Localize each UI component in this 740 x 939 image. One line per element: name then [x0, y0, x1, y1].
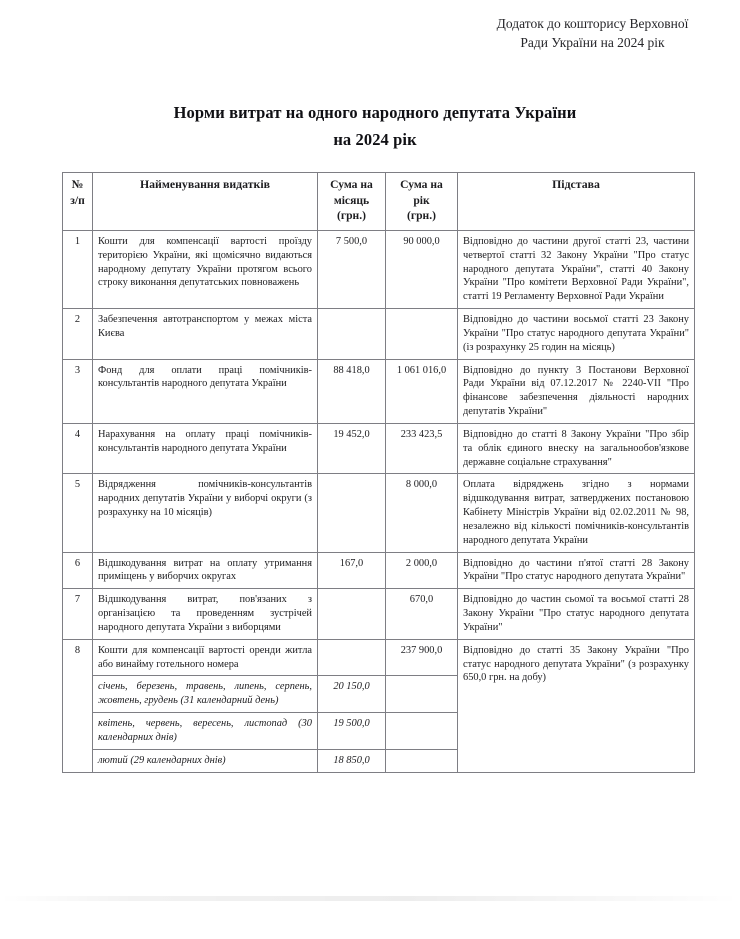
row-monthly-amount: [318, 589, 386, 639]
row-basis: Відповідно до статті 8 Закону України "Про збір та облік єдиного внеску на загальнообов'язкове державне соціальне страхування": [458, 423, 695, 473]
sub-row-monthly-amount: 20 150,0: [318, 676, 386, 713]
row-monthly-amount: 19 452,0: [318, 423, 386, 473]
row-monthly-amount: [318, 309, 386, 359]
row-expense-name: Фонд для оплати праці помічників-консультантів народного депутата України: [93, 359, 318, 423]
page-title: [60, 100, 690, 153]
row-number: 7: [63, 589, 93, 639]
document-header: [455, 14, 730, 52]
sub-row-period-label: січень, березень, травень, липень, серпень, жовтень, грудень (31 календарний день): [93, 676, 318, 713]
sub-row-monthly-amount: 19 500,0: [318, 713, 386, 750]
row-yearly-amount: 1 061 016,0: [386, 359, 458, 423]
scan-edge-shadow: [0, 896, 740, 901]
table-row: [63, 639, 695, 676]
row-basis: Відповідно до частини другої статті 23, частини четвертої статті 32 Закону України "Про статус народного депутата України", статті 40 Закону України "Про комітети Верховної Ради України", статті 19 Регламенту Верховної Ради України: [458, 231, 695, 309]
row-expense-name: Відшкодування витрат, пов'язаних з організацією та проведенням зустрічей народного депутата України з виборцями: [93, 589, 318, 639]
row-expense-name: Забезпечення автотранспортом у межах міста Києва: [93, 309, 318, 359]
table-row: [63, 552, 695, 589]
row-monthly-amount: 167,0: [318, 552, 386, 589]
row-basis: Відповідно до частин сьомої та восьмої статті 28 Закону України "Про статус народного депутата України": [458, 589, 695, 639]
row-monthly-amount: [318, 639, 386, 676]
header-line-2: Ради України на 2024 рік: [520, 35, 665, 51]
row-number: 5: [63, 474, 93, 552]
column-header-yearly-line-1: Сума на: [400, 178, 443, 191]
column-header-yearly-line-2: рік: [413, 193, 430, 207]
column-header-yearly-amount: [386, 173, 458, 231]
sub-row-period-label: лютий (29 календарних днів): [93, 749, 318, 772]
sub-row-yearly-amount: [386, 713, 458, 750]
table-row: [63, 423, 695, 473]
row-yearly-amount: 90 000,0: [386, 231, 458, 309]
table-header: [63, 173, 695, 231]
table-row: [63, 309, 695, 359]
row-monthly-amount: 7 500,0: [318, 231, 386, 309]
norms-table-container: [62, 172, 694, 773]
column-header-monthly-line-1: Сума на: [330, 178, 373, 191]
row-yearly-amount: 233 423,5: [386, 423, 458, 473]
row-number: 4: [63, 423, 93, 473]
column-header-monthly-line-3: (грн.): [336, 209, 366, 223]
norms-table: [62, 172, 695, 773]
row-yearly-amount: 8 000,0: [386, 474, 458, 552]
row-basis: Відповідно до частини восьмої статті 23 Закону України "Про статус народного депутата України" (із розрахунку 25 годин на місяць): [458, 309, 695, 359]
row-basis: Відповідно до частини п'ятої статті 28 Закону України "Про статус народного депутата України": [458, 552, 695, 589]
column-header-number-line-2: з/п: [70, 193, 85, 207]
row-number: 8: [63, 639, 93, 772]
column-header-monthly-line-2: місяць: [333, 193, 370, 207]
column-header-yearly-line-3: (грн.): [406, 209, 436, 223]
row-number: 3: [63, 359, 93, 423]
sub-row-monthly-amount: 18 850,0: [318, 749, 386, 772]
row-basis: Відповідно до пункту 3 Постанови Верховної Ради України від 07.12.2017 № 2240-VII "Про фінансове забезпечення діяльності народних депутатів України": [458, 359, 695, 423]
row-expense-name: Нарахування на оплату праці помічників-консультантів народного депутата України: [93, 423, 318, 473]
row-yearly-amount: 237 900,0: [386, 639, 458, 676]
row-yearly-amount: [386, 309, 458, 359]
column-header-expense-name: Найменування видатків: [93, 173, 318, 231]
header-line-1: Додаток до кошторису Верховної: [496, 16, 689, 31]
row-monthly-amount: [318, 474, 386, 552]
sub-row-yearly-amount: [386, 676, 458, 713]
row-expense-name: Кошти для компенсації вартості проїзду територією України, які щомісячно видаються народному депутату України протягом всього строку виконання депутатських повноважень: [93, 231, 318, 309]
page-title-line-2: на 2024 рік: [333, 129, 417, 149]
row-expense-name: Відшкодування витрат на оплату утримання приміщень у виборчих округах: [93, 552, 318, 589]
column-header-number-line-1: №: [71, 178, 84, 191]
row-expense-name: Відрядження помічників-консультантів народних депутатів України у виборчі округи (з розрахунку на 10 місяців): [93, 474, 318, 552]
table-header-row: [63, 173, 695, 231]
table-row: [63, 589, 695, 639]
sub-row-yearly-amount: [386, 749, 458, 772]
column-header-basis: Підстава: [458, 173, 695, 231]
row-number: 6: [63, 552, 93, 589]
row-yearly-amount: 2 000,0: [386, 552, 458, 589]
row-yearly-amount: 670,0: [386, 589, 458, 639]
row-expense-name: Кошти для компенсації вартості оренди житла або винайму готельного номера: [93, 639, 318, 676]
row-basis: Оплата відряджень згідно з нормами відшкодування витрат, затверджених постановою Кабінету Міністрів України від 02.02.2011 № 98, незалежно від кількості помічників-консультантів народного депутата України: [458, 474, 695, 552]
table-row: [63, 359, 695, 423]
table-row: [63, 474, 695, 552]
column-header-number: [63, 173, 93, 231]
row-basis: Відповідно до статті 35 Закону України "Про статус народного депутата України" (з розрахунку 650,0 грн. на добу): [458, 639, 695, 772]
table-row: [63, 231, 695, 309]
row-monthly-amount: 88 418,0: [318, 359, 386, 423]
sub-row-period-label: квітень, червень, вересень, листопад (30 календарних днів): [93, 713, 318, 750]
column-header-monthly-amount: [318, 173, 386, 231]
row-number: 2: [63, 309, 93, 359]
row-number: 1: [63, 231, 93, 309]
page-title-line-1: Норми витрат на одного народного депутата України: [173, 103, 577, 122]
table-body: [63, 231, 695, 773]
